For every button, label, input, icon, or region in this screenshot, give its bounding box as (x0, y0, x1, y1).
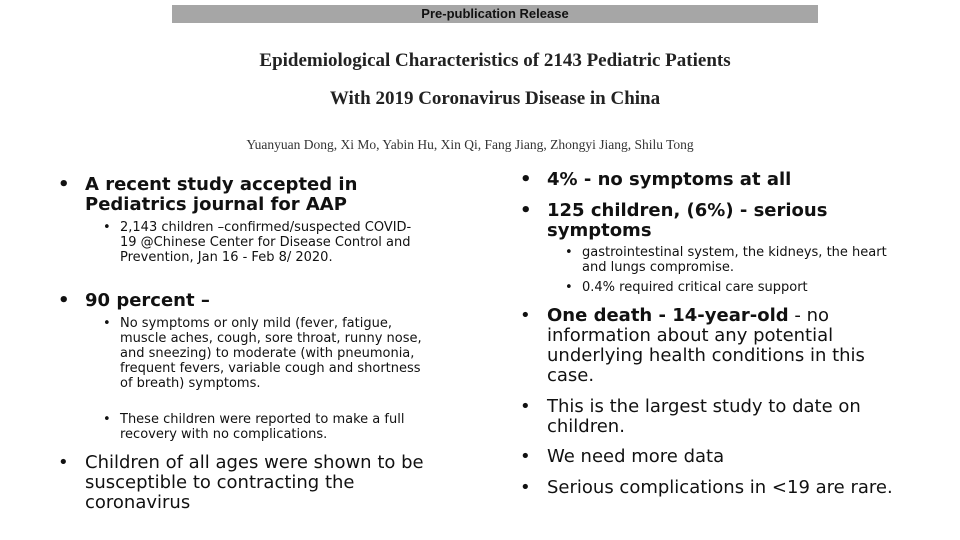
sub-bullet-full-recovery: • These children were reported to make a full recovery with no complications. (58, 412, 432, 442)
paper-title-line-2: With 2019 Coronavirus Disease in China (329, 88, 661, 109)
paper-authors: Yuanyuan Dong, Xi Mo, Yabin Hu, Xin Qi, Fang Jiang, Zhongyi Jiang, Shilu Tong (246, 137, 694, 152)
sub-bullet-critical-care: • 0.4% required critical care support (520, 280, 912, 295)
bullet-125-children: • 125 children, (6%) - serious symptoms (520, 201, 847, 241)
sub-bullet-organs: • gastrointestinal system, the kidneys, the heart and lungs compromise. (520, 245, 912, 275)
bullet-children-all-ages: • Children of all ages were shown to be susceptible to contracting the coronavirus (58, 453, 425, 513)
bullet-one-death: • One death - 14-year-old - no information about any potential underlying health conditions in this case. (520, 306, 892, 386)
bullet-serious-complications-rare: • Serious complications in <19 are rare. (520, 478, 947, 498)
bullet-study-accepted: • A recent study accepted in Pediatrics journal for AAP (58, 175, 405, 215)
pre-publication-banner: Pre-publication Release (172, 5, 818, 23)
one-death-emphasis: One death - 14-year-old (547, 305, 789, 326)
bullet-4-percent: • 4% - no symptoms at all (520, 170, 927, 190)
bullet-largest-study: • This is the largest study to date on children. (520, 397, 892, 437)
sub-bullet-symptoms: • No symptoms or only mild (fever, fatigue, muscle aches, cough, sore throat, runny nose, and sneezing) to moderate (with pneumonia, frequent fevers, variable cough and shortness of breath) symptoms. (58, 316, 432, 391)
bullet-more-data: • We need more data (520, 447, 927, 467)
bullet-90-percent: • 90 percent – (58, 291, 385, 311)
sub-bullet-2143-children: • 2,143 children –confirmed/suspected COVID-19 @Chinese Center for Disease Control and Prevention, Jan 16 - Feb 8/ 2020. (58, 220, 420, 265)
paper-title-line-1: Epidemiological Characteristics of 2143 Pediatric Patients (259, 50, 731, 71)
